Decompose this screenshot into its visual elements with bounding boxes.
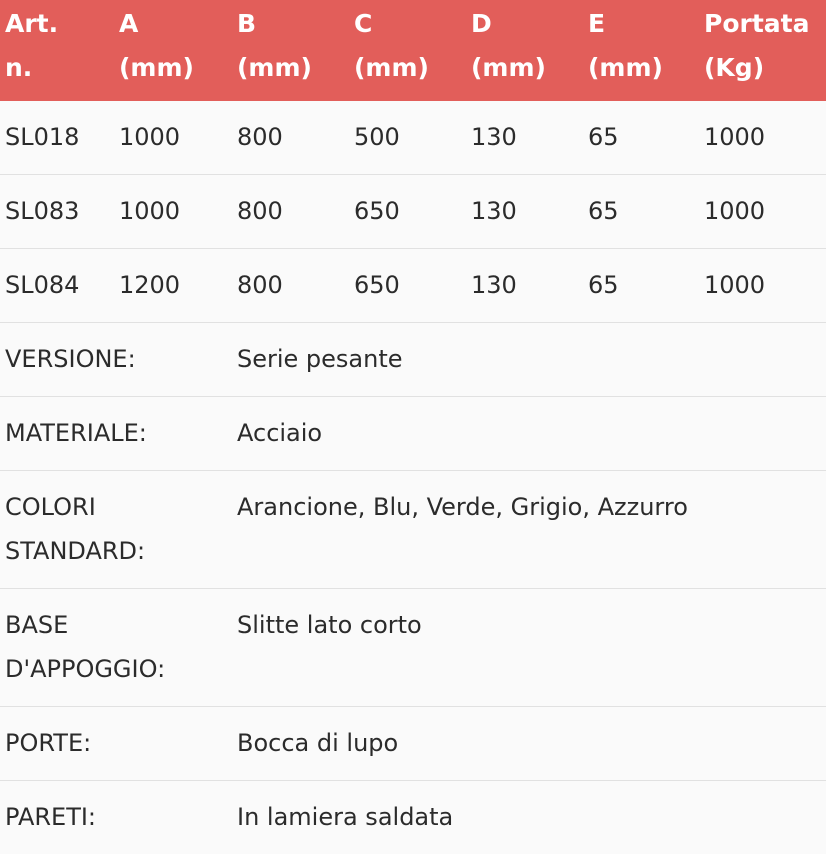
table-row [0, 101, 826, 175]
cell-b: 800 [232, 175, 349, 249]
cell-a: 1000 [114, 175, 232, 249]
spec-label [0, 471, 232, 589]
cell-portata: 1000 [699, 175, 826, 249]
cell-e: 65 [583, 101, 699, 175]
spec-label-line: D'APPOGGIO: [5, 647, 232, 691]
spec-label: PORTE: [0, 707, 232, 781]
header-b: B (mm) [232, 0, 349, 101]
spec-label-line: BASE [5, 603, 232, 647]
cell-c: 650 [349, 249, 466, 323]
header-portata: Portata (Kg) [699, 0, 826, 101]
cell-art: SL083 [0, 175, 114, 249]
cell-a: 1000 [114, 101, 232, 175]
spec-value: Arancione, Blu, Verde, Grigio, Azzurro [232, 471, 826, 589]
spec-label: VERSIONE: [0, 323, 232, 397]
spec-label: PARETI: [0, 781, 232, 854]
spec-value: In lamiera saldata [232, 781, 826, 854]
spec-row-materiale [0, 397, 826, 471]
table-row [0, 249, 826, 323]
cell-art: SL084 [0, 249, 114, 323]
cell-e: 65 [583, 175, 699, 249]
cell-a: 1200 [114, 249, 232, 323]
cell-d: 130 [466, 101, 583, 175]
spec-value: Slitte lato corto [232, 589, 826, 707]
header-art: Art. n. [0, 0, 114, 101]
spec-row-versione [0, 323, 826, 397]
spec-value: Acciaio [232, 397, 826, 471]
header-row [0, 0, 826, 101]
cell-portata: 1000 [699, 249, 826, 323]
cell-c: 500 [349, 101, 466, 175]
spec-label: MATERIALE: [0, 397, 232, 471]
spec-row-pareti [0, 781, 826, 854]
header-e: E (mm) [583, 0, 699, 101]
cell-art: SL018 [0, 101, 114, 175]
cell-b: 800 [232, 249, 349, 323]
cell-d: 130 [466, 249, 583, 323]
cell-e: 65 [583, 249, 699, 323]
spec-row-base [0, 589, 826, 707]
spec-value: Bocca di lupo [232, 707, 826, 781]
header-c: C (mm) [349, 0, 466, 101]
spec-label [0, 589, 232, 707]
header-a: A (mm) [114, 0, 232, 101]
header-d: D (mm) [466, 0, 583, 101]
spec-value: Serie pesante [232, 323, 826, 397]
cell-c: 650 [349, 175, 466, 249]
table-header [0, 0, 826, 101]
spec-label-line: COLORI [5, 485, 232, 529]
spec-label-line: STANDARD: [5, 529, 232, 573]
spec-row-porte [0, 707, 826, 781]
cell-b: 800 [232, 101, 349, 175]
cell-d: 130 [466, 175, 583, 249]
cell-portata: 1000 [699, 101, 826, 175]
spec-row-colori [0, 471, 826, 589]
table-row [0, 175, 826, 249]
